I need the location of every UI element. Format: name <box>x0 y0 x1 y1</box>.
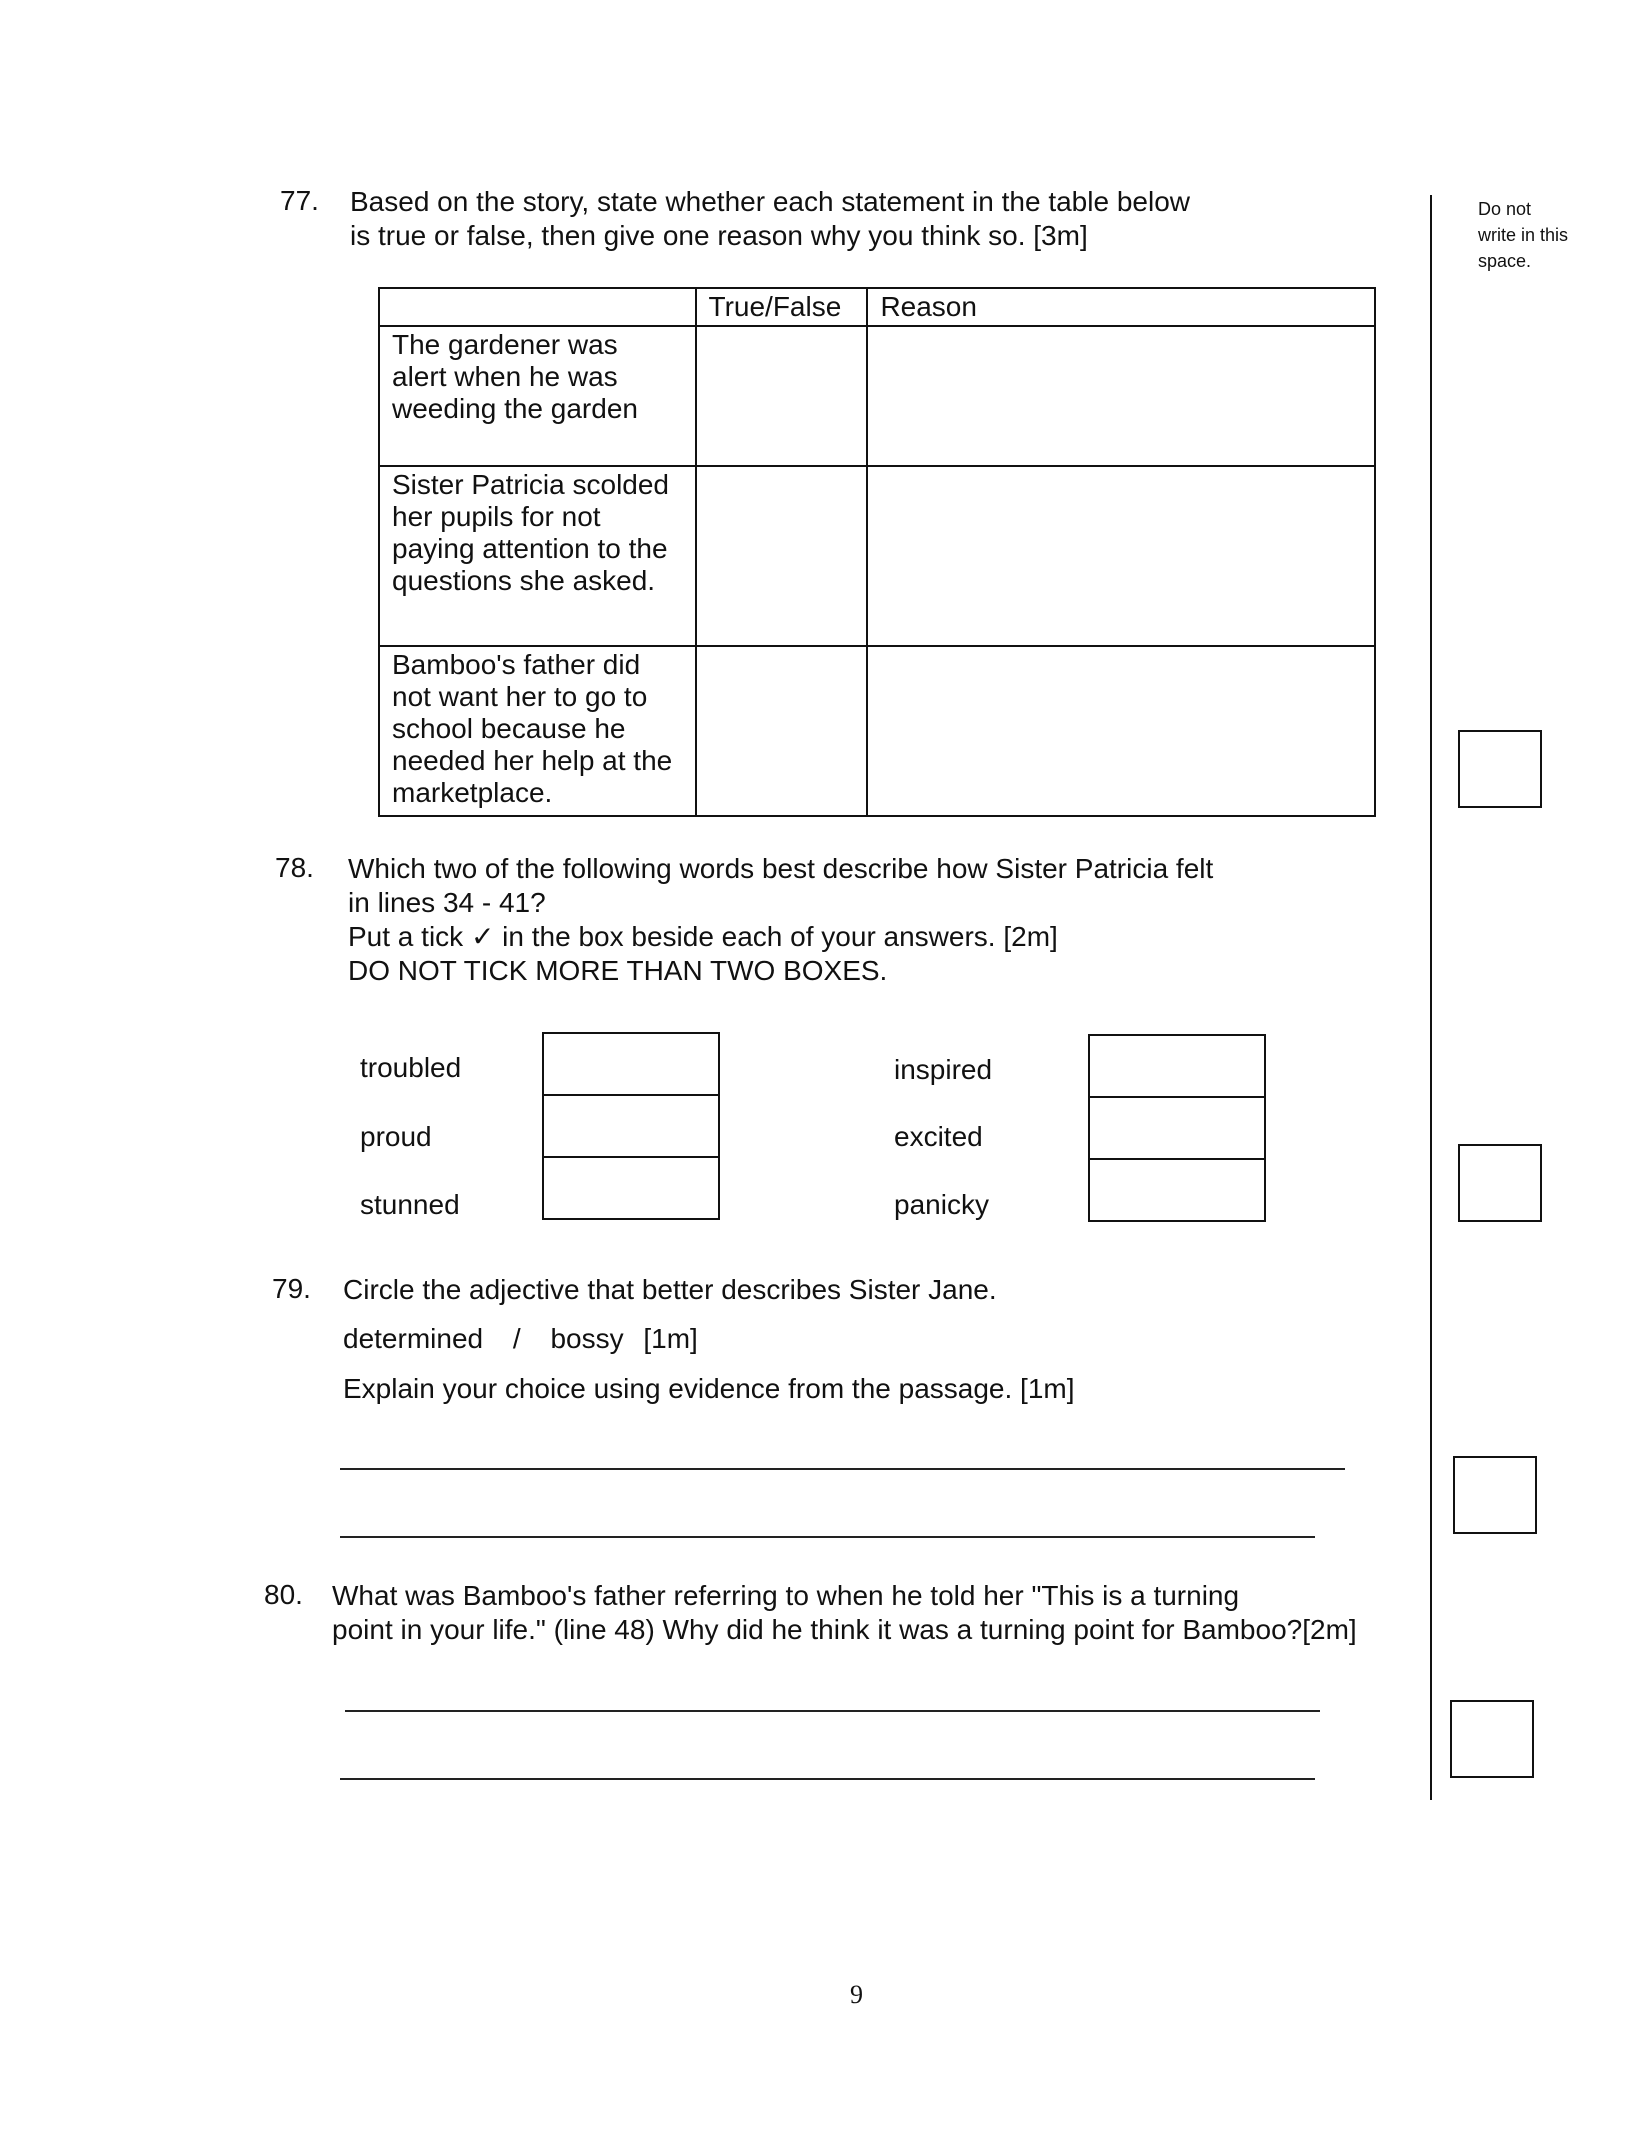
q77-number: 77. <box>280 185 319 216</box>
margin-note-line: space. <box>1478 251 1532 271</box>
margin-note-line: write in this <box>1478 225 1569 245</box>
statement-line: paying attention to the <box>392 533 668 564</box>
table-row <box>379 326 1375 466</box>
header-reason: Reason <box>867 288 1375 326</box>
choice-determined[interactable]: determined <box>343 1323 484 1354</box>
tick-box-excited[interactable] <box>1088 1096 1266 1160</box>
option-inspired: inspired <box>894 1054 993 1085</box>
q79-marks-box <box>1453 1456 1537 1534</box>
q78-text-line: Put a tick ✓ in the box beside each of your answers. [2m] <box>348 921 1058 952</box>
q79-explain: Explain your choice using evidence from the passage. [1m] <box>343 1373 1075 1404</box>
q78-text <box>348 852 1213 988</box>
q80-text-line: point in your life." (line 48) Why did he think it was a turning point for Bamboo?[2m] <box>332 1614 1357 1645</box>
true-false-answer-cell[interactable] <box>696 646 868 816</box>
statement-line: her pupils for not <box>392 501 601 532</box>
statement-cell <box>379 646 696 816</box>
margin-note <box>1478 196 1588 274</box>
q80-answer-line[interactable] <box>345 1710 1320 1712</box>
statement-line: needed her help at the <box>392 745 673 776</box>
reason-answer-cell[interactable] <box>867 326 1375 466</box>
option-troubled: troubled <box>360 1052 462 1083</box>
q80-text-line: What was Bamboo's father referring to when he told her "This is a turning <box>332 1580 1240 1611</box>
q80-number: 80. <box>264 1579 303 1610</box>
q80-text <box>332 1579 1357 1647</box>
q78-text-line: Which two of the following words best describe how Sister Patricia felt <box>348 853 1214 884</box>
statement-line: not want her to go to <box>392 681 648 712</box>
choice-bossy[interactable]: bossy <box>550 1323 624 1354</box>
true-false-answer-cell[interactable] <box>696 326 868 466</box>
option-stunned: stunned <box>360 1189 460 1220</box>
statement-line: Bamboo's father did <box>392 649 641 680</box>
statement-line: The gardener was <box>392 329 618 360</box>
tick-box-stunned[interactable] <box>542 1156 720 1220</box>
tick-box-inspired[interactable] <box>1088 1034 1266 1098</box>
q80-answer-line[interactable] <box>340 1778 1315 1780</box>
choice-separator: / <box>512 1323 521 1354</box>
q77-text <box>350 185 1190 253</box>
table-row <box>379 646 1375 816</box>
q79-answer-line[interactable] <box>340 1536 1315 1538</box>
statement-line: questions she asked. <box>392 565 656 596</box>
table-header-row <box>379 288 1375 326</box>
q77-table <box>378 287 1376 817</box>
margin-note-line: Do not <box>1478 199 1532 219</box>
header-statement <box>379 288 696 326</box>
table-row <box>379 466 1375 646</box>
true-false-answer-cell[interactable] <box>696 466 868 646</box>
tick-box-panicky[interactable] <box>1088 1158 1266 1222</box>
q77-text-line: is true or false, then give one reason why you think so. [3m] <box>350 220 1088 251</box>
q80-marks-box <box>1450 1700 1534 1778</box>
q79-answer-line[interactable] <box>340 1468 1345 1470</box>
q79-text: Circle the adjective that better describes Sister Jane. <box>343 1274 997 1305</box>
q78-text-line: DO NOT TICK MORE THAN TWO BOXES. <box>348 955 888 986</box>
option-panicky: panicky <box>894 1189 989 1220</box>
q78-text-line: in lines 34 - 41? <box>348 887 546 918</box>
page-number: 9 <box>850 1980 863 2009</box>
choice-marks: [1m] <box>643 1323 698 1354</box>
statement-line: marketplace. <box>392 777 553 808</box>
statement-line: alert when he was <box>392 361 618 392</box>
tick-box-troubled[interactable] <box>542 1032 720 1096</box>
q79-number: 79. <box>272 1273 311 1304</box>
q79-choices <box>343 1322 698 1356</box>
statement-cell <box>379 466 696 646</box>
reason-answer-cell[interactable] <box>867 466 1375 646</box>
q78-number: 78. <box>275 852 314 883</box>
option-proud: proud <box>360 1121 432 1152</box>
reason-answer-cell[interactable] <box>867 646 1375 816</box>
statement-line: weeding the garden <box>392 393 638 424</box>
option-excited: excited <box>894 1121 983 1152</box>
q77-text-line: Based on the story, state whether each statement in the table below <box>350 186 1190 217</box>
q78-marks-box <box>1458 1144 1542 1222</box>
statement-cell <box>379 326 696 466</box>
tick-box-proud[interactable] <box>542 1094 720 1158</box>
header-true-false: True/False <box>696 288 868 326</box>
q77-marks-box <box>1458 730 1542 808</box>
statement-line: Sister Patricia scolded <box>392 469 670 500</box>
statement-line: school because he <box>392 713 626 744</box>
margin-divider <box>1430 195 1432 1800</box>
